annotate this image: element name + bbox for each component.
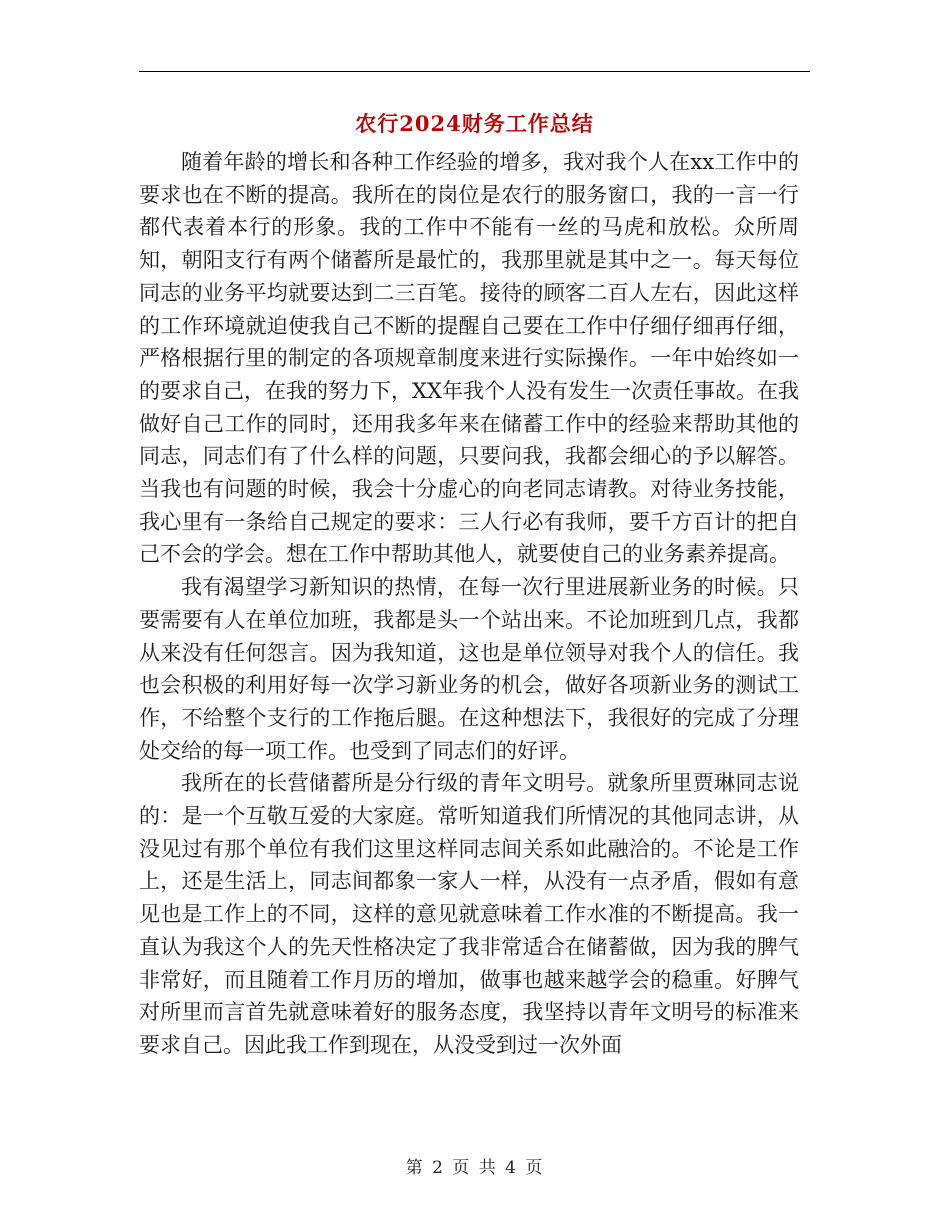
document-title: 农行2024财务工作总结 bbox=[355, 111, 594, 136]
paragraph-2: 我有渴望学习新知识的热情，在每一次行里进展新业务的时候。只要需要有人在单位加班，我都是头一个站出来。不论加班到几点，我都从来没有任何怨言。因为我知道，这也是单位领导对我个人的信任。我也会积极的利用好每一次学习新业务的机会，做好各项新业务的测试工作，不给整个支行的工作拖后腿。在这种想法下，我很好的完成了分理处交给的每一项工作。也受到了同志们的好评。 bbox=[139, 575, 799, 763]
paragraph-1: 随着年龄的增长和各种工作经验的增多，我对我个人在xx工作中的要求也在不断的提高。我所在的岗位是农行的服务窗口，我的一言一行都代表着本行的形象。我的工作中不能有一丝的马虎和放松。众所周知，朝阳支行有两个储蓄所是最忙的，我那里就是其中之一。每天每位同志的业务平均就要达到二三百笔。接待的顾客二百人左右，因此这样的工作环境就迫使我自己不断的提醒自己要在工作中仔细仔细再仔细，严格根据行里的制定的各项规章制度来进行实际操作。一年中始终如一的要求自己，在我的努力下，XX年我个人没有发生一次责任事故。在我做好自己工作的同时，还用我多年来在储蓄工作中的经验来帮助其他的同志，同志们有了什么样的问题，只要问我，我都会细心的予以解答。当我也有问题的时候，我会十分虚心的向老同志请教。对待业务技能，我心里有一条给自己规定的要求：三人行必有我师，要千方百计的把自己不会的学会。想在工作中帮助其他人，就要使自己的业务素养提高。 bbox=[139, 150, 799, 567]
page-number-footer: 第 2 页 共 4 页 bbox=[405, 1158, 545, 1178]
document-body bbox=[139, 146, 799, 1062]
paragraph-3: 我所在的长营储蓄所是分行级的青年文明号。就象所里贾琳同志说的：是一个互敬互爱的大家庭。常听知道我们所情况的其他同志讲，从没见过有那个单位有我们这里这样同志间关系如此融洽的。不论是工作上，还是生活上，同志间都象一家人一样，从没有一点矛盾，假如有意见也是工作上的不同，这样的意见就意味着工作水准的不断提高。我一直认为我这个人的先天性格决定了我非常适合在储蓄做，因为我的脾气非常好，而且随着工作月历的增加，做事也越来越学会的稳重。好脾气对所里而言首先就意味着好的服务态度，我坚持以青年文明号的标准来要求自己。因此我工作到现在，从没受到过一次外面 bbox=[139, 771, 799, 1057]
header-rule bbox=[139, 71, 810, 72]
